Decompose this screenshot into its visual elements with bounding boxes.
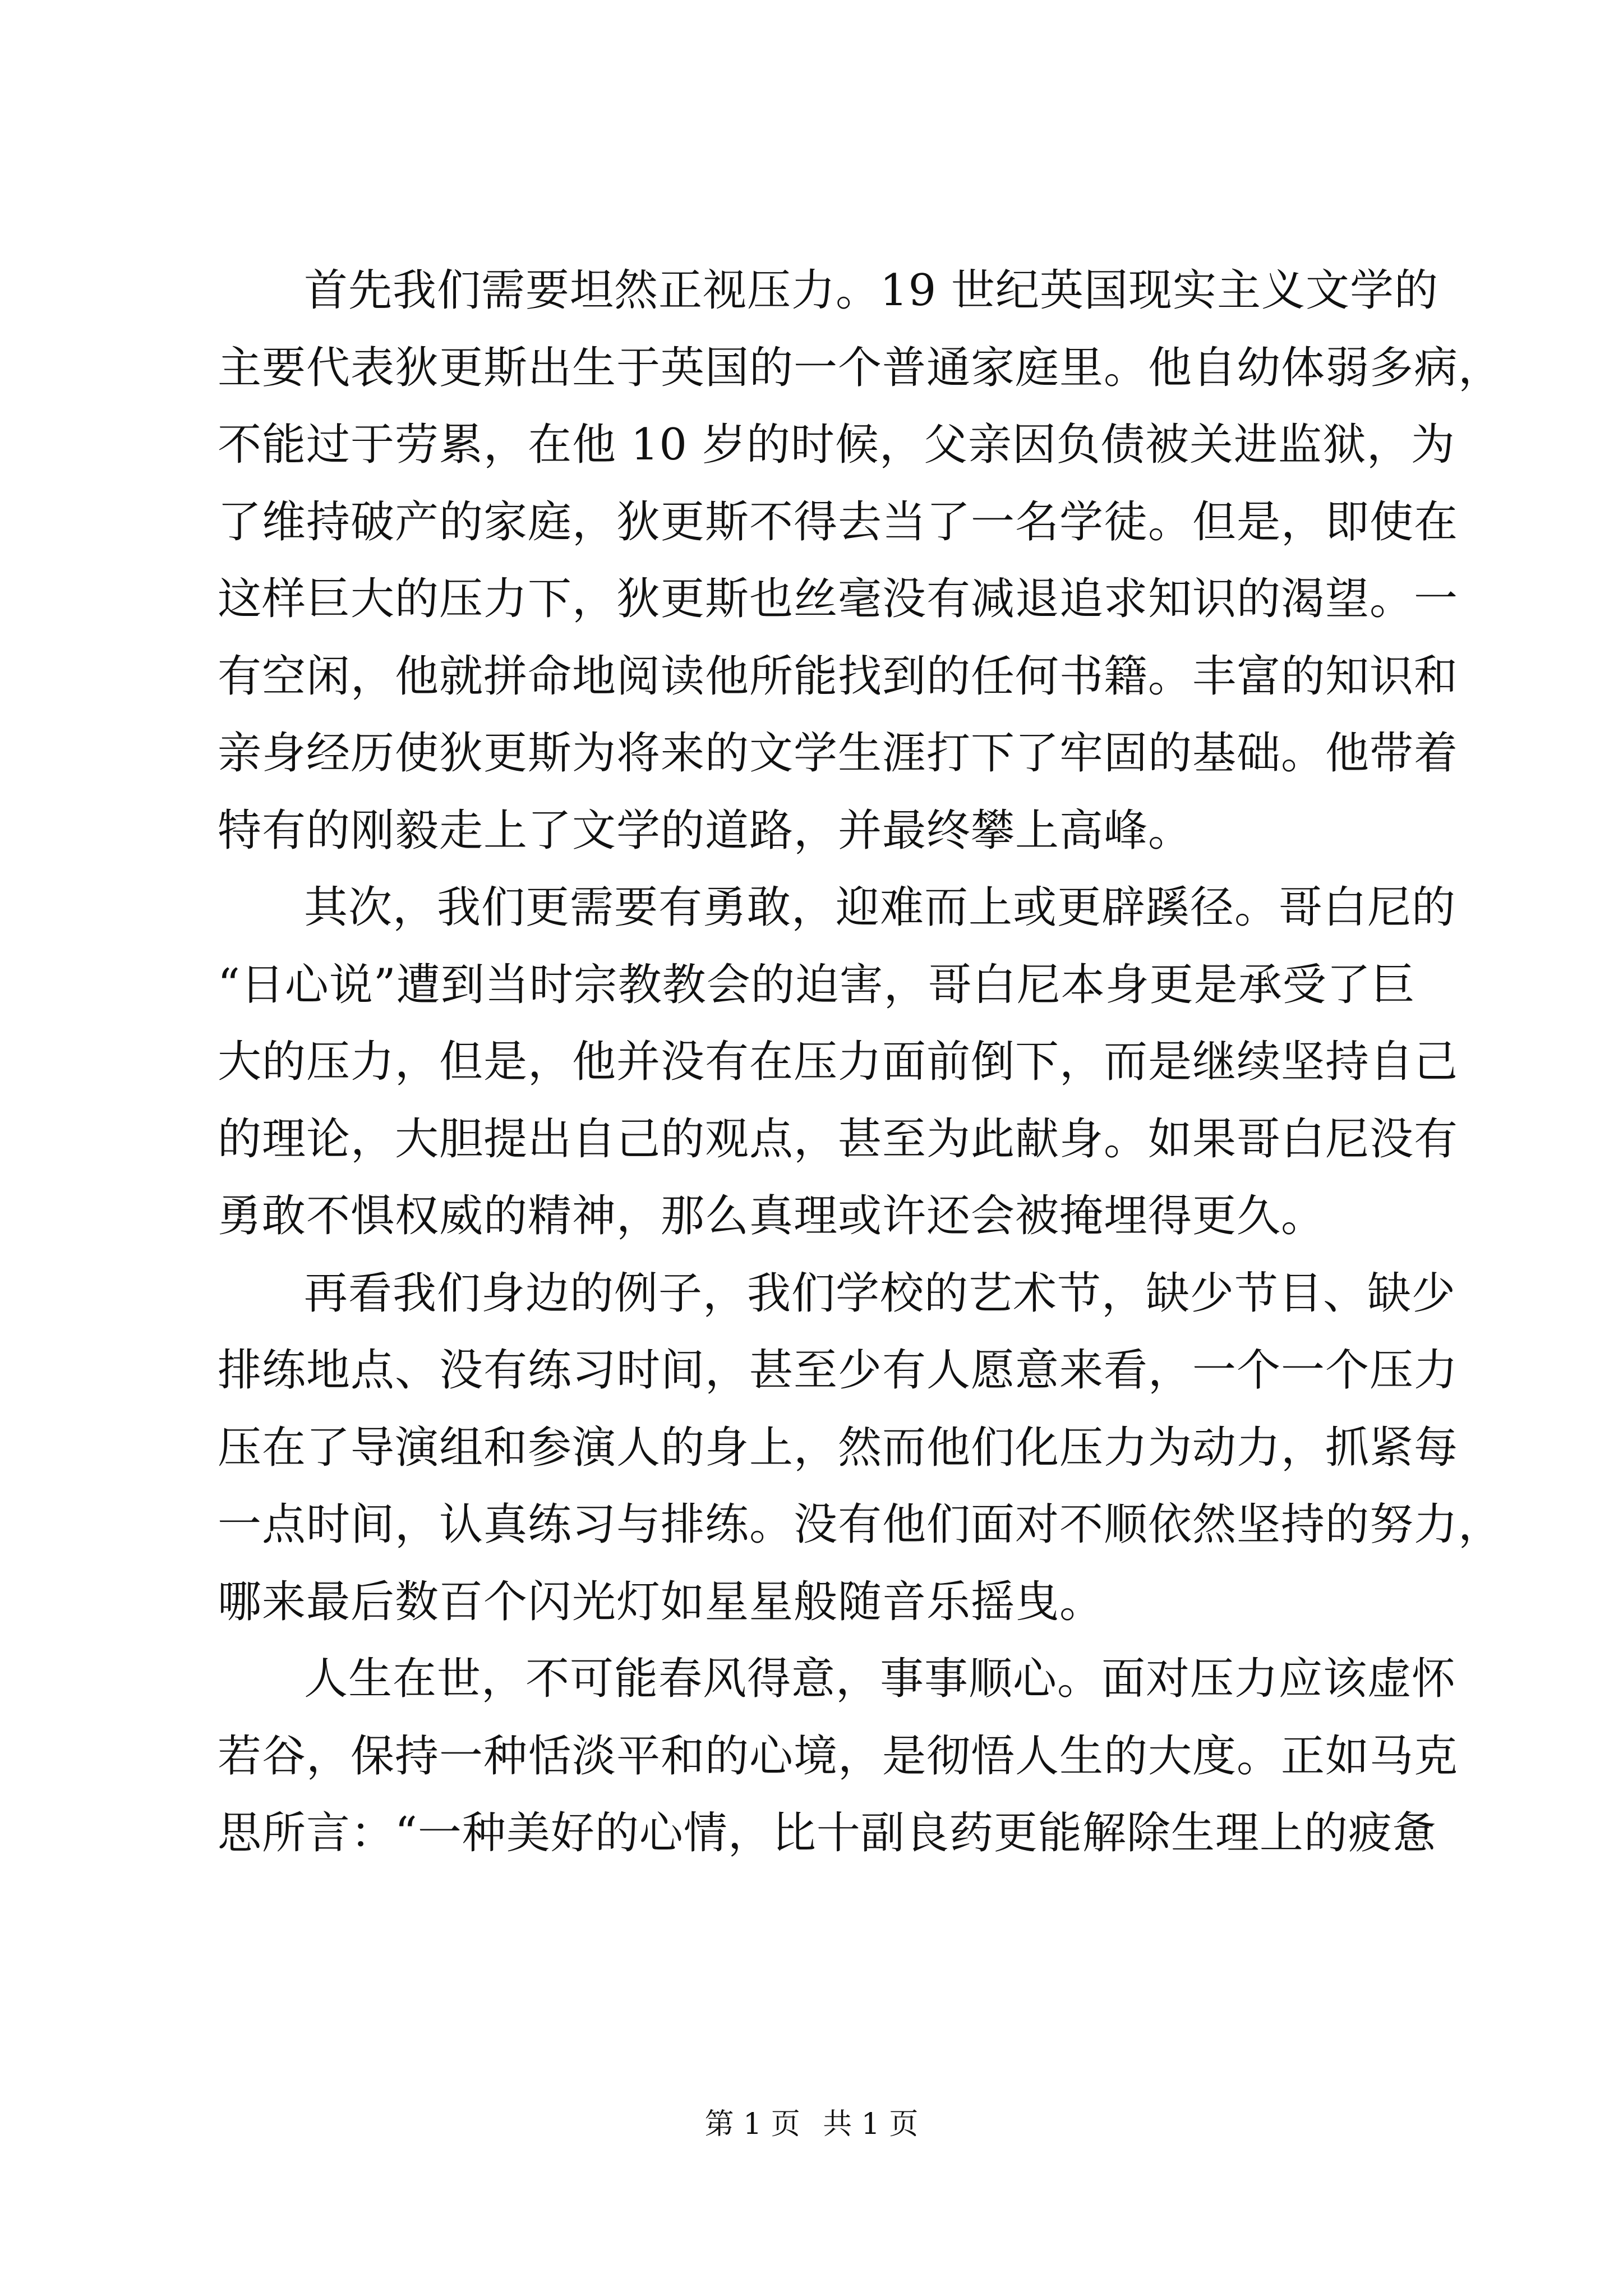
paragraph-3-line-4: 一点时间，认真练习与排练。没有他们面对不顺依然坚持的努力， bbox=[218, 1499, 1503, 1550]
paragraph-1-line-1: 首先我们需要坦然正视压力。19 世纪英国现实主义文学的 bbox=[304, 265, 1439, 316]
paragraph-2-line-1: 其次，我们更需要有勇敢，迎难而上或更辟蹊径。哥白尼的 bbox=[304, 882, 1456, 933]
paragraph-1-line-8: 特有的刚毅走上了文学的道路，并最终攀上高峰。 bbox=[218, 805, 1193, 856]
page-number-total: 共 1 页 bbox=[823, 2108, 919, 2141]
paragraph-4-line-2: 若谷，保持一种恬淡平和的心境，是彻悟人生的大度。正如马克 bbox=[218, 1731, 1459, 1782]
paragraph-3-line-3: 压在了导演组和参演人的身上，然而他们化压力为动力，抓紧每 bbox=[218, 1422, 1459, 1473]
paragraph-2-line-3: 大的压力，但是，他并没有在压力面前倒下，而是继续坚持自己 bbox=[218, 1037, 1459, 1087]
page-number-current: 第 1 页 bbox=[704, 2108, 800, 2141]
paragraph-4-line-1: 人生在世，不可能春风得意，事事顺心。面对压力应该虚怀 bbox=[304, 1654, 1456, 1704]
paragraph-2-line-4: 的理论，大胆提出自己的观点，甚至为此献身。如果哥白尼没有 bbox=[218, 1114, 1459, 1165]
document-body bbox=[218, 252, 1503, 1872]
paragraph-1-line-3: 不能过于劳累，在他 10 岁的时候，父亲因负债被关进监狱，为 bbox=[218, 420, 1455, 470]
paragraph-3-line-5: 哪来最后数百个闪光灯如星星般随音乐摇曳。 bbox=[218, 1576, 1104, 1627]
paragraph-4-line-3: 思所言：“一种美好的心情，比十副良药更能解除生理上的疲惫 bbox=[218, 1808, 1437, 1858]
paragraph-3-line-1: 再看我们身边的例子，我们学校的艺术节，缺少节目、缺少 bbox=[304, 1268, 1456, 1319]
paragraph-1-line-6: 有空闲，他就拼命地阅读他所能找到的任何书籍。丰富的知识和 bbox=[218, 651, 1459, 702]
paragraph-1-line-2: 主要代表狄更斯出生于英国的一个普通家庭里。他自幼体弱多病， bbox=[218, 342, 1503, 393]
page-footer bbox=[0, 2105, 1623, 2144]
paragraph-2-line-5: 勇敢不惧权威的精神，那么真理或许还会被掩埋得更久。 bbox=[218, 1191, 1326, 1241]
paragraph-1-line-4: 了维持破产的家庭，狄更斯不得去当了一名学徒。但是，即使在 bbox=[218, 496, 1459, 547]
paragraph-3-line-2: 排练地点、没有练习时间，甚至少有人愿意来看，一个一个压力 bbox=[218, 1345, 1459, 1396]
paragraph-2-line-2: “日心说”遭到当时宗教教会的迫害，哥白尼本身更是承受了巨 bbox=[218, 959, 1415, 1010]
paragraph-1-line-5: 这样巨大的压力下，狄更斯也丝毫没有减退追求知识的渴望。一 bbox=[218, 574, 1459, 624]
paragraph-1-line-7: 亲身经历使狄更斯为将来的文学生涯打下了牢固的基础。他带着 bbox=[218, 728, 1459, 779]
